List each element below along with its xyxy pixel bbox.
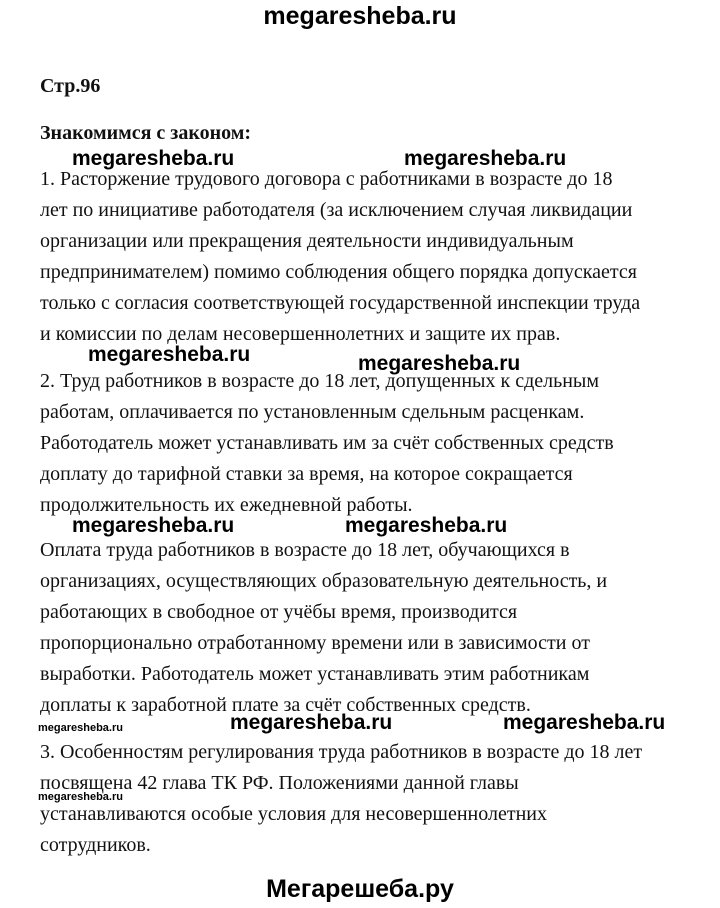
- watermark: megaresheba.ru: [88, 343, 251, 366]
- paragraph-4-line: 3. Особенностям регулирования труда работников в возрасте до 18 лет: [40, 741, 643, 763]
- paragraph-1-line: лет по инициативе работодателя (за исключением случая ликвидации: [40, 199, 633, 221]
- paragraph-3-line: пропорционально отработанному времени или в зависимости от: [40, 632, 590, 654]
- paragraph-1-line: только с согласия соответствующей государственной инспекции труда: [40, 292, 641, 314]
- paragraph-3-line: Оплата труда работников в возрасте до 18 лет, обучающихся в: [40, 539, 570, 561]
- paragraph-2-line: доплату до тарифной ставки за время, на которое сокращается: [40, 463, 573, 485]
- watermark: megaresheba.ru: [72, 147, 235, 170]
- paragraph-4-line: посвящена 42 глава ТК РФ. Положениями данной главы: [40, 772, 519, 794]
- watermark: megaresheba.ru: [72, 514, 235, 537]
- paragraph-2-line: Работодатель может устанавливать им за счёт собственных средств: [40, 432, 614, 454]
- paragraph-1-line: предпринимателем) помимо соблюдения общего порядка допускается: [40, 261, 637, 283]
- paragraph-3-line: работающих в свободное от учёбы время, производится: [40, 601, 518, 623]
- watermark-small: megaresheba.ru: [38, 791, 123, 803]
- paragraph-1-line: и комиссии по делам несовершеннолетних и защите их прав.: [40, 323, 561, 345]
- paragraph-2-line: 2. Труд работников в возрасте до 18 лет, допущенных к сдельным: [40, 370, 600, 392]
- section-title: Знакомимся с законом:: [40, 122, 252, 144]
- paragraph-4-line: устанавливаются особые условия для несовершеннолетних: [40, 803, 547, 825]
- watermark: megaresheba.ru: [230, 711, 393, 734]
- paragraph-1-line: 1. Расторжение трудового договора с работниками в возрасте до 18: [40, 168, 613, 190]
- paragraph-2-line: продолжительность их ежедневной работы.: [40, 494, 413, 516]
- paragraph-4-line: сотрудников.: [40, 834, 151, 856]
- paragraph-1-line: организации или прекращения деятельности индивидуальным: [40, 230, 574, 252]
- watermark: megaresheba.ru: [345, 514, 508, 537]
- paragraph-2-line: работам, оплачивается по установленным сдельным расценкам.: [40, 401, 585, 423]
- watermark: megaresheba.ru: [503, 711, 666, 734]
- page-number: Стр.96: [40, 75, 101, 97]
- watermark: megaresheba.ru: [404, 147, 567, 170]
- site-footer: Мегарешеба.ру: [266, 875, 454, 903]
- paragraph-3-line: организациях, осуществляющих образовательную деятельность, и: [40, 570, 608, 592]
- paragraph-3-line: доплаты к заработной плате за счёт собственных средств.: [40, 694, 531, 716]
- site-header: megaresheba.ru: [263, 2, 457, 30]
- watermark-small: megaresheba.ru: [38, 722, 123, 734]
- paragraph-3-line: выработки. Работодатель может устанавливать этим работникам: [40, 663, 590, 685]
- watermark: megaresheba.ru: [358, 352, 521, 375]
